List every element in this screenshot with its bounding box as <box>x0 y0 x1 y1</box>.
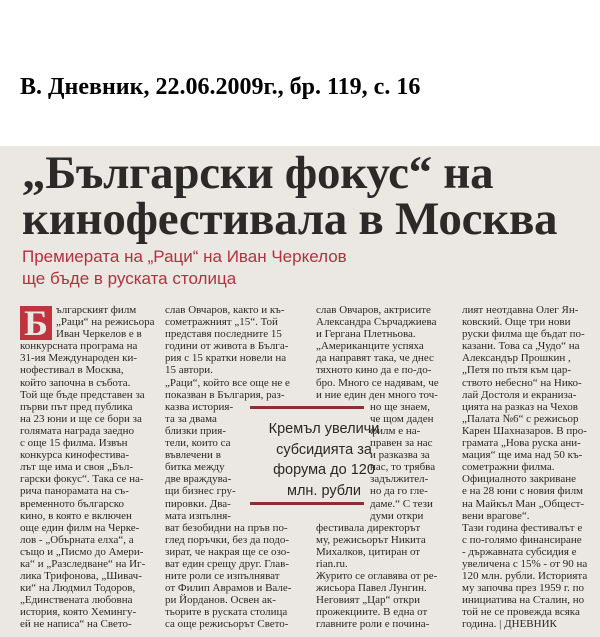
text-line: с по-голямо финансиране <box>462 533 582 546</box>
text-line: увеличена с 15% - от 90 на <box>462 557 588 570</box>
text-line: представя последните 15 <box>165 328 282 341</box>
text-line: „Раци“, който все още не е <box>165 376 290 389</box>
pull-quote-line: форума до 120 <box>273 462 375 478</box>
text-line: нас, то трябва <box>370 461 436 474</box>
text-line: е на 28 юни с новия филм <box>462 485 584 498</box>
text-line: рия с 15 кратки новели на <box>165 352 287 365</box>
text-line: с още 15 филма. Извън <box>20 437 128 450</box>
article-column-4 <box>462 304 596 631</box>
article-subtitle <box>22 246 347 290</box>
text-line: жисьора Павел Лунгин. <box>316 582 427 595</box>
text-line: лият неотдавна Олег Ян- <box>462 304 579 316</box>
text-line: слав Овчаров, както и къ- <box>165 304 285 316</box>
text-line: прожекциите. В една от <box>316 606 428 619</box>
text-line: години от живота в Бълга- <box>165 340 289 353</box>
text-line: 15 автори. <box>165 364 213 377</box>
text-line: рича панорамата на съ- <box>20 485 129 498</box>
text-line: думи откри <box>370 509 424 522</box>
pull-quote-line: субсидията за <box>276 441 372 458</box>
text-line: въвлечени в <box>165 449 221 462</box>
text-line: конкурсната програма на <box>20 340 138 353</box>
text-line: още един филм на Черке- <box>20 521 140 534</box>
text-line: грамата „Нова руска ани- <box>462 437 581 450</box>
text-line: битка между <box>165 461 225 474</box>
text-line: rian.ru. <box>316 557 348 570</box>
text-line: ните роли се изпълняват <box>165 570 280 583</box>
text-line: Неговият „Цар“ откри <box>316 594 420 607</box>
subtitle-line: Премиерата на „Раци“ на Иван Черкелов <box>22 247 347 266</box>
text-line: но да го гле- <box>370 485 428 498</box>
text-line: „Единствената любовна <box>20 594 133 607</box>
text-line: Тази година фестивалът е <box>462 521 583 534</box>
text-line: конкурса кинофестива- <box>20 449 130 462</box>
headline-line: кинофестивала в Москва <box>22 193 558 245</box>
text-line: 120 млн. рубли. Историята <box>462 570 588 583</box>
text-line: тяхното кино да е по-до- <box>316 364 432 377</box>
text-line: лай Достоля и екраниза- <box>462 388 577 401</box>
text-line: Той ще бъде представен за <box>20 388 145 401</box>
text-line: ри Йорданов. Освен ак- <box>165 594 276 607</box>
text-line: даме.“ С тези <box>370 497 433 510</box>
source-citation: В. Дневник, 22.06.2009г., бр. 119, с. 16 <box>20 74 421 100</box>
text-line: на 23 юни и ще се бори за <box>20 412 142 425</box>
text-line: пировки. Два- <box>165 497 231 510</box>
text-line: ват един срещу друг. Глав- <box>165 557 290 570</box>
text-line: също и „Писмо до Амери- <box>20 545 144 558</box>
text-line: „Палата №6“ с режисьор <box>462 412 579 425</box>
text-line: задължител- <box>370 473 429 486</box>
drop-cap: Б <box>20 306 52 340</box>
text-line: който започна в събота. <box>20 376 131 389</box>
text-line: кино, в която е включен <box>20 509 132 522</box>
text-line: са още режисьорът Свето- <box>165 618 289 631</box>
text-line: ки“ на Людмил Тодоров, <box>20 582 136 595</box>
text-line: руски филма ще бъдат по- <box>462 328 585 341</box>
text-line: Михалков, цитиран от <box>316 545 421 558</box>
text-line: година. | ДНЕВНИК <box>462 618 557 631</box>
text-line: - държавната субсидия е <box>462 545 577 558</box>
article-headline <box>22 147 558 245</box>
text-line: казани. Това са „Чудо“ на <box>462 340 580 353</box>
text-line: слав Овчаров, актрисите <box>316 304 431 316</box>
text-line: филм е на- <box>370 424 421 437</box>
headline-line: „Български фокус“ на <box>22 147 494 199</box>
pull-quote-top-rule <box>250 406 364 409</box>
text-line: мата изпълня- <box>165 509 231 522</box>
text-line: та за двама <box>165 412 217 425</box>
text-line: от Филип Аврамов и Вале- <box>165 582 292 595</box>
text-line: казва история- <box>165 400 234 413</box>
pull-quote-line: Кремъл увеличи <box>268 421 380 437</box>
text-line: зират, че накрая ще се озо- <box>165 545 290 558</box>
text-line: близки прия- <box>165 424 227 437</box>
text-line: Карен Шахназаров. В про- <box>462 424 587 437</box>
text-line: временното българско <box>20 497 125 510</box>
text-line: показван в България, раз- <box>165 388 285 401</box>
text-line: той не се провежда всяка <box>462 606 580 619</box>
text-line: и ние един ден много точ- <box>316 388 438 401</box>
text-line: лов - „Обърната елха“, а <box>20 533 134 546</box>
text-line: ството небесно“ на Нико- <box>462 376 582 389</box>
pull-quote-line: млн. рубли <box>286 482 362 499</box>
text-line: Иван Черкелов е в <box>56 328 142 341</box>
text-line: лът ще има и своя „Бъл- <box>20 461 134 474</box>
text-line: история, която Хемингу- <box>20 606 137 619</box>
text-line: правен за нас <box>370 437 433 450</box>
text-line: цията на разказ на Чехов <box>462 400 578 413</box>
subtitle-line: ще бъде в руската столица <box>22 269 237 288</box>
pull-quote-bottom-rule <box>250 502 364 505</box>
text-line: Официалното закриване <box>462 473 577 486</box>
text-line: Александра Сърчаджиева <box>316 316 437 329</box>
text-line: фестивала директорът <box>316 521 421 534</box>
text-line: „Американците успяха <box>316 340 424 353</box>
text-line: първи път пред публика <box>20 400 133 413</box>
text-line: тели, които са <box>165 437 231 450</box>
article-column-1 <box>20 304 155 631</box>
text-line: ългарският филм <box>56 304 137 316</box>
text-line: сометражният „15“. Той <box>165 316 278 329</box>
text-line: инициатива на Сталин, но <box>462 594 585 607</box>
text-line: но ще знаем, <box>370 400 430 413</box>
text-line: му започва през 1959 г. по <box>462 582 585 595</box>
text-line: 31-ия Международен ки- <box>20 352 138 365</box>
text-line: че щом даден <box>370 412 434 425</box>
text-line: на Майкъл Ман „Общест- <box>462 497 585 510</box>
text-line: Александър Прошкин , <box>462 352 571 365</box>
text-line: нофестивал в Москва, <box>20 364 124 377</box>
text-line: и разказва за <box>370 449 430 462</box>
text-line: мация“ ще има над 50 къ- <box>462 449 583 462</box>
text-line: „Петя по пътя към цар- <box>462 364 572 377</box>
text-line: голямата награда заедно <box>20 424 135 437</box>
text-line: две враждува- <box>165 473 232 486</box>
text-line: „Раци“ на режисьора <box>56 316 155 329</box>
text-line: и Гергана Плетньова. <box>316 328 416 341</box>
text-line: щи бизнес гру- <box>165 485 236 498</box>
text-line: лика Трифонова, „Шивач- <box>20 570 142 583</box>
text-line: ка“ и „Разследване“ на Иг- <box>20 557 146 570</box>
text-line: вени врагове“. <box>462 509 530 522</box>
text-line: глед поръчки, без да подо- <box>165 533 289 546</box>
text-line: ковский. Още три нови <box>462 316 571 329</box>
text-line: ват безобидни на пръв по- <box>165 521 288 534</box>
text-line: главните роли е почина- <box>316 618 430 631</box>
text-line: бро. Много се надявам, че <box>316 376 439 389</box>
text-line: да направят така, че днес <box>316 352 434 365</box>
pull-quote <box>250 406 380 504</box>
text-line: тьорите в руската столица <box>165 606 288 619</box>
text-line: сометражни филма. <box>462 461 555 474</box>
text-line: ей не написа“ на Свето- <box>20 618 132 631</box>
text-line: гарски фокус“. Така се на- <box>20 473 144 486</box>
text-line: му, режисьорът Никита <box>316 533 426 546</box>
text-line: Журито се оглавява от ре- <box>316 570 438 583</box>
